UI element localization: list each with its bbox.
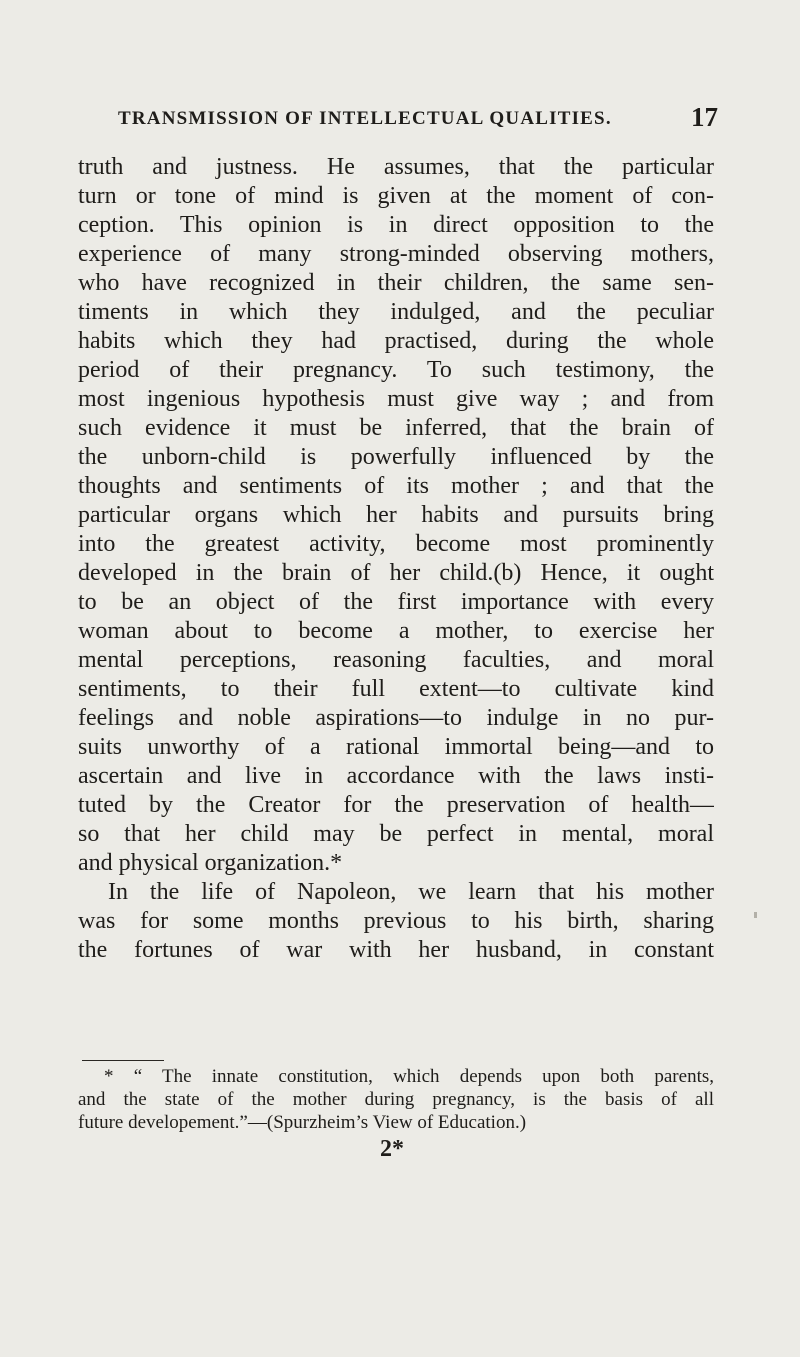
text-line: feelings and noble aspirations—to indulge in no pur- bbox=[78, 705, 714, 731]
signature-mark: 2* bbox=[380, 1136, 404, 1162]
text-line: particular organs which her habits and pursuits bring bbox=[78, 502, 714, 528]
text-line: who have recognized in their children, the same sen- bbox=[78, 270, 714, 296]
text-line: tuted by the Creator for the preservation of health— bbox=[78, 792, 714, 818]
text-line: ception. This opinion is in direct opposition to the bbox=[78, 212, 714, 238]
body-text bbox=[78, 153, 714, 965]
text-line: truth and justness. He assumes, that the particular bbox=[78, 154, 714, 180]
running-head: TRANSMISSION OF INTELLECTUAL QUALITIES. bbox=[118, 108, 612, 129]
footnote-line: future developement.”—(Spurzheim’s View of Education.) bbox=[78, 1112, 527, 1133]
text-line: timents in which they indulged, and the peculiar bbox=[78, 299, 714, 325]
text-line: into the greatest activity, become most prominently bbox=[78, 531, 714, 557]
paper-speck bbox=[754, 912, 757, 918]
text-line: ascertain and live in accordance with the laws insti- bbox=[78, 763, 714, 789]
text-line: thoughts and sentiments of its mother ; and that the bbox=[78, 473, 714, 499]
text-line: experience of many strong-minded observing mothers, bbox=[78, 241, 714, 267]
text-line: the unborn-child is powerfully influenced by the bbox=[78, 444, 714, 470]
text-line: habits which they had practised, during the whole bbox=[78, 328, 714, 354]
text-line: period of their pregnancy. To such testimony, the bbox=[78, 357, 714, 383]
text-line: turn or tone of mind is given at the moment of con- bbox=[78, 183, 714, 209]
text-line: the fortunes of war with her husband, in constant bbox=[78, 937, 714, 963]
text-line: developed in the brain of her child.(b) Hence, it ought bbox=[78, 560, 714, 586]
text-line: so that her child may be perfect in mental, moral bbox=[78, 821, 714, 847]
text-line: such evidence it must be inferred, that the brain of bbox=[78, 415, 714, 441]
text-line: most ingenious hypothesis must give way ; and from bbox=[78, 386, 714, 412]
footnote-line: * “ The innate constitution, which depends upon both parents, bbox=[104, 1066, 714, 1087]
text-line: In the life of Napoleon, we learn that his mother bbox=[108, 879, 714, 905]
text-line: and physical organization.* bbox=[78, 850, 343, 876]
page-number: 17 bbox=[691, 102, 718, 132]
text-line: was for some months previous to his birth, sharing bbox=[78, 908, 714, 934]
text-line: mental perceptions, reasoning faculties, and moral bbox=[78, 647, 714, 673]
text-line: woman about to become a mother, to exercise her bbox=[78, 618, 714, 644]
footnote bbox=[78, 1065, 714, 1134]
text-line: sentiments, to their full extent—to cultivate kind bbox=[78, 676, 714, 702]
text-line: suits unworthy of a rational immortal being—and to bbox=[78, 734, 714, 760]
page-header bbox=[118, 100, 718, 140]
text-line: to be an object of the first importance with every bbox=[78, 589, 714, 615]
footnote-rule bbox=[82, 1060, 164, 1061]
footnote-line: and the state of the mother during pregnancy, is the basis of all bbox=[78, 1089, 714, 1110]
